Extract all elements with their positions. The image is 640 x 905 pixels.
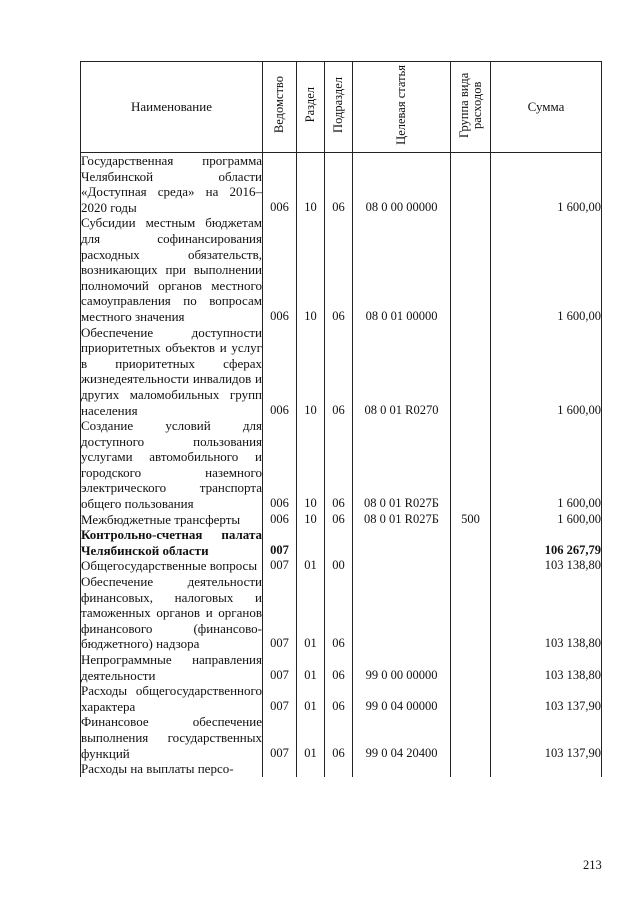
- cell-name: Обеспечение доступности приоритетных объектов и услуг в приоритетных сферах жизнедеятельности инвалидов и других маломобильных групп населения: [81, 324, 262, 418]
- cell-sub: 06: [325, 652, 353, 683]
- cell-target: 08 0 00 00000: [353, 153, 451, 216]
- cell-sum: 103 138,80: [491, 574, 602, 652]
- table-row: [81, 574, 602, 652]
- cell-dept: 006: [263, 512, 297, 528]
- cell-sec: 01: [297, 558, 325, 574]
- cell-sec: 10: [297, 215, 325, 324]
- cell-name: Государственная программа Челябинской области «Доступная среда» на 2016–2020 годы: [81, 153, 262, 215]
- header-name: Наименование: [81, 62, 263, 153]
- cell-dept: [263, 761, 297, 777]
- cell-name: Финансовое обеспечение выполнения государственных функций: [81, 714, 262, 761]
- header-subsection: Подраздел: [325, 62, 353, 153]
- cell-target: 08 0 01 R0270: [353, 325, 451, 419]
- table-row: [81, 527, 602, 558]
- table-header-row: [81, 62, 602, 153]
- cell-target: 99 0 04 00000: [353, 683, 451, 714]
- cell-sum: 106 267,79: [491, 527, 602, 558]
- table-row: [81, 652, 602, 683]
- table-row: [81, 761, 602, 777]
- cell-sec: [297, 527, 325, 558]
- page-number: 213: [583, 858, 602, 872]
- cell-sec: 01: [297, 683, 325, 714]
- cell-target: 99 0 00 00000: [353, 652, 451, 683]
- table-row: [81, 512, 602, 528]
- cell-grp: [451, 574, 491, 652]
- cell-dept: 007: [263, 652, 297, 683]
- cell-sum: 103 137,90: [491, 683, 602, 714]
- cell-sec: 10: [297, 512, 325, 528]
- cell-sec: [297, 761, 325, 777]
- header-section: Раздел: [297, 62, 325, 153]
- cell-dept: 007: [263, 683, 297, 714]
- cell-name: Расходы на выплаты персо-: [81, 761, 263, 777]
- table-row: [81, 714, 602, 761]
- cell-grp: [451, 215, 491, 324]
- cell-sum: 1 600,00: [491, 512, 602, 528]
- cell-target: 08 0 01 R027Б: [353, 418, 451, 512]
- cell-sum: 1 600,00: [491, 418, 602, 512]
- cell-sum: 1 600,00: [491, 325, 602, 419]
- cell-sec: 10: [297, 418, 325, 512]
- cell-sum: 103 138,80: [491, 558, 602, 574]
- cell-name: Создание условий для доступного пользования услугами автомобильного и городского наземного электрического транспорта общего пользования: [81, 418, 262, 512]
- cell-dept: 006: [263, 325, 297, 419]
- cell-sub: 06: [325, 215, 353, 324]
- cell-grp: 500: [451, 512, 491, 528]
- cell-name: Межбюджетные трансферты: [81, 512, 263, 528]
- cell-sec: 10: [297, 153, 325, 216]
- cell-target: 08 0 01 R027Б: [353, 512, 451, 528]
- header-dept: Ведомство: [263, 62, 297, 153]
- cell-sum: [491, 761, 602, 777]
- cell-grp: [451, 527, 491, 558]
- cell-sum: 103 137,90: [491, 714, 602, 761]
- cell-target: [353, 574, 451, 652]
- cell-sub: 00: [325, 558, 353, 574]
- cell-sub: 06: [325, 512, 353, 528]
- cell-sub: 06: [325, 574, 353, 652]
- cell-grp: [451, 714, 491, 761]
- cell-sub: 06: [325, 418, 353, 512]
- cell-sub: 06: [325, 683, 353, 714]
- cell-grp: [451, 652, 491, 683]
- table-row: [81, 215, 602, 324]
- cell-dept: 007: [263, 714, 297, 761]
- cell-name: Субсидии местным бюджетам для софинансирования расходных обязательств, возникающих при выполнении полномочий органов местного самоуправления по вопросам местного значения: [81, 215, 262, 324]
- cell-sum: 103 138,80: [491, 652, 602, 683]
- budget-table: [80, 61, 602, 777]
- cell-dept: 007: [263, 558, 297, 574]
- table-row: [81, 153, 602, 216]
- header-target: Целевая статья: [353, 62, 451, 153]
- cell-name: Контрольно-счетная палата Челябинской области: [81, 527, 262, 558]
- table-row: [81, 558, 602, 574]
- cell-sum: 1 600,00: [491, 215, 602, 324]
- cell-sec: 01: [297, 652, 325, 683]
- cell-sum: 1 600,00: [491, 153, 602, 216]
- cell-sec: 10: [297, 325, 325, 419]
- cell-sec: 01: [297, 574, 325, 652]
- cell-grp: [451, 761, 491, 777]
- cell-sub: [325, 527, 353, 558]
- table-row: [81, 325, 602, 419]
- cell-target: [353, 527, 451, 558]
- header-expense-group: Группа вида расходов: [451, 62, 491, 153]
- cell-sub: 06: [325, 153, 353, 216]
- cell-sub: 06: [325, 714, 353, 761]
- cell-name: Общегосударственные вопросы: [81, 558, 263, 574]
- cell-sub: [325, 761, 353, 777]
- cell-sec: 01: [297, 714, 325, 761]
- cell-dept: 006: [263, 418, 297, 512]
- cell-grp: [451, 558, 491, 574]
- cell-dept: 007: [263, 527, 297, 558]
- cell-grp: [451, 683, 491, 714]
- cell-dept: 006: [263, 215, 297, 324]
- cell-name: Непрограммные направления деятельности: [81, 652, 262, 683]
- header-amount: Сумма: [491, 62, 602, 153]
- cell-target: 99 0 04 20400: [353, 714, 451, 761]
- table-row: [81, 418, 602, 512]
- cell-sub: 06: [325, 325, 353, 419]
- cell-dept: 006: [263, 153, 297, 216]
- cell-grp: [451, 153, 491, 216]
- cell-dept: 007: [263, 574, 297, 652]
- cell-target: 08 0 01 00000: [353, 215, 451, 324]
- cell-name: Расходы общегосударственного характера: [81, 683, 262, 714]
- cell-target: [353, 761, 451, 777]
- cell-name: Обеспечение деятельности финансовых, налоговых и таможенных органов и органов финансового (финансово-бюджетного) надзора: [81, 574, 262, 652]
- table-row: [81, 683, 602, 714]
- cell-grp: [451, 418, 491, 512]
- cell-grp: [451, 325, 491, 419]
- cell-target: [353, 558, 451, 574]
